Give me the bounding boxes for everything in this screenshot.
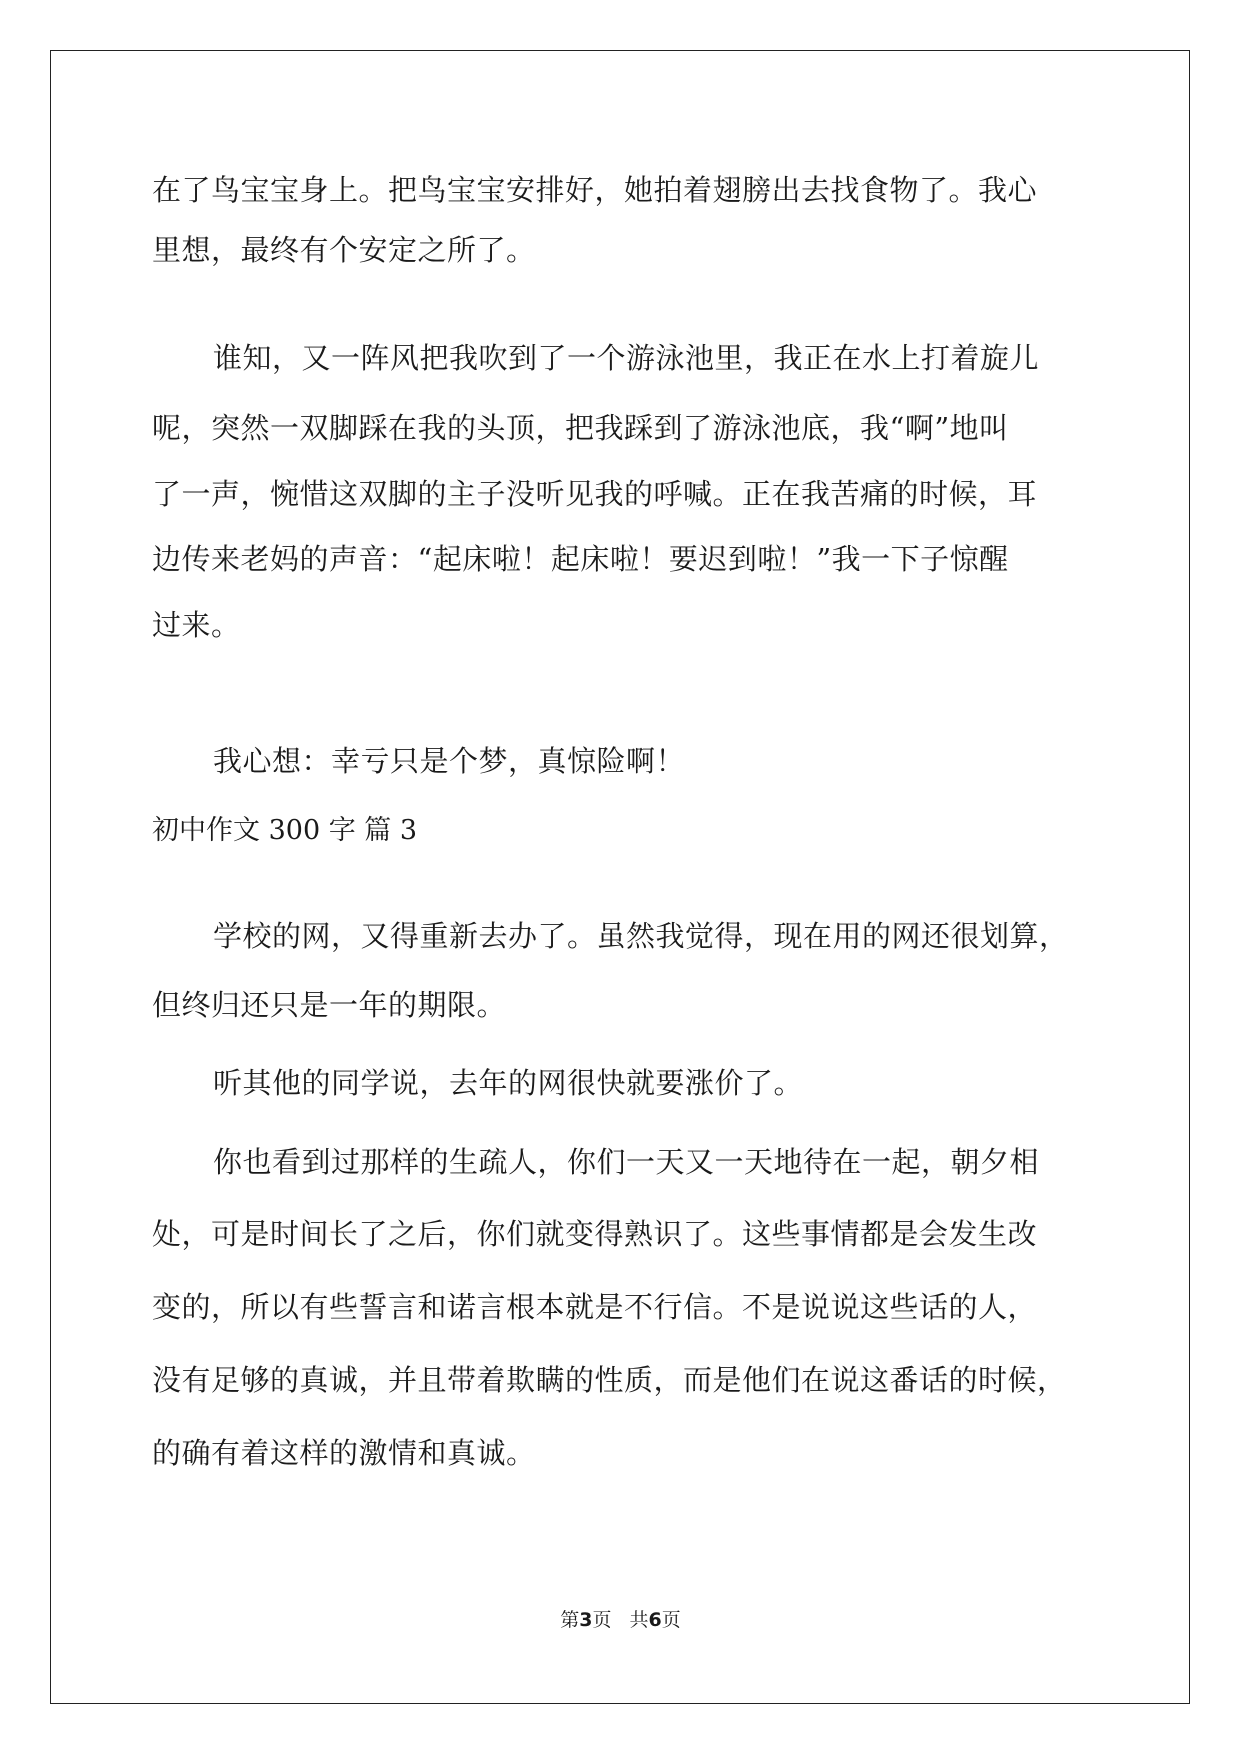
paragraph-line: 没有足够的真诚，并且带着欺瞒的性质，而是他们在说这番话的时候， <box>152 1363 1067 1397</box>
paragraph-line: 学校的网，又得重新去办了。虽然我觉得，现在用的网还很划算， <box>213 919 1069 953</box>
paragraph-line: 了一声，惋惜这双脚的主子没听见我的呼喊。正在我苦痛的时候，耳 <box>152 477 1038 511</box>
paragraph-line: 谁知，又一阵风把我吹到了一个游泳池里，我正在水上打着旋儿 <box>213 341 1040 375</box>
paragraph-line: 在了鸟宝宝身上。把鸟宝宝安排好，她拍着翅膀出去找食物了。我心 <box>152 173 1038 207</box>
paragraph-line: 变的，所以有些誓言和诺言根本就是不行信。不是说说这些话的人， <box>152 1290 1038 1324</box>
page-total: 共6页 <box>629 1609 681 1631</box>
section-heading: 初中作文 300 字 篇 3 <box>152 815 418 846</box>
paragraph-line: 里想，最终有个安定之所了。 <box>152 233 536 267</box>
paragraph-line: 的确有着这样的激情和真诚。 <box>152 1436 536 1470</box>
paragraph-line: 听其他的同学说，去年的网很快就要涨价了。 <box>213 1066 804 1100</box>
page-number: 第3页 <box>560 1609 612 1631</box>
paragraph-line: 处，可是时间长了之后，你们就变得熟识了。这些事情都是会发生改 <box>152 1217 1038 1251</box>
paragraph-line: 你也看到过那样的生疏人，你们一天又一天地待在一起，朝夕相 <box>213 1145 1040 1179</box>
paragraph-line: 我心想：幸亏只是个梦，真惊险啊！ <box>213 744 686 778</box>
paragraph-line: 但终归还只是一年的期限。 <box>152 988 507 1022</box>
page-footer <box>0 1608 1241 1632</box>
paragraph-line: 边传来老妈的声音：“起床啦！起床啦！要迟到啦！”我一下子惊醒 <box>152 542 1009 576</box>
paragraph-line: 呢，突然一双脚踩在我的头顶，把我踩到了游泳池底，我“啊”地叫 <box>152 411 1009 445</box>
paragraph-line: 过来。 <box>152 608 241 642</box>
